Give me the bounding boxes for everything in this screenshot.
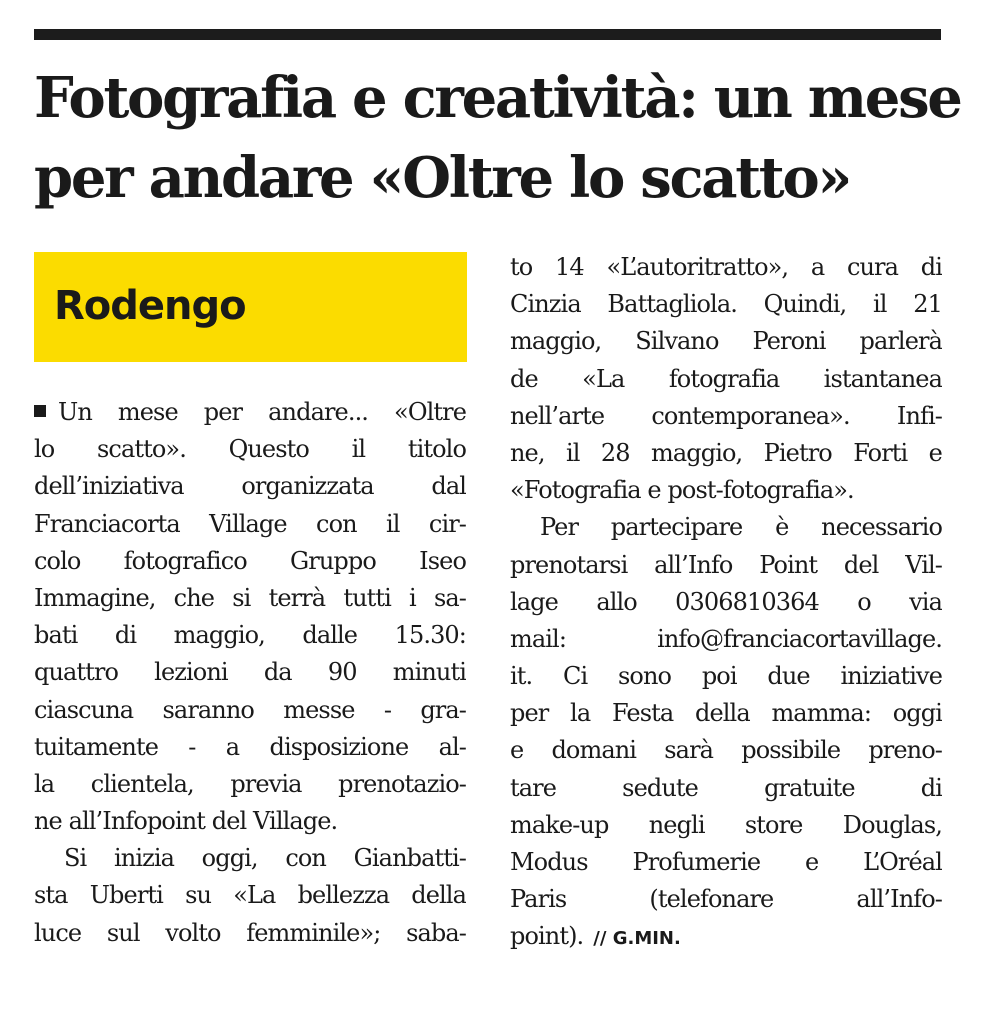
text-line: Franciacorta Village con il cir- [34,509,466,538]
text-line: tare sedute gratuite di [510,773,942,802]
headline-line: Fotografia e creatività: un mese [34,65,961,131]
text-line: Cinzia Battagliola. Quindi, il 21 [510,290,942,319]
text-line: tuitamente - a disposizione al- [34,732,466,761]
text-line: it. Ci sono poi due iniziative [510,662,942,691]
text-line: Si inizia oggi, con Gianbatti- [64,844,466,873]
text-line: ciascuna saranno messe - gra- [34,695,466,724]
headline [34,58,961,218]
text-line: sta Uberti su «La bellezza della [34,881,466,910]
text-line: lage allo 0306810364 o via [510,587,942,616]
top-rule [34,29,941,40]
text-line: luce sul volto femminile»; saba- [34,918,466,947]
location-box [34,252,467,362]
author-signature: // G.MIN. [593,928,681,950]
text-line: quattro lezioni da 90 minuti [34,658,466,687]
text-line: Modus Profumerie e L’Oréal [510,848,942,876]
text-line: ne, il 28 maggio, Pietro Forti e [510,438,942,467]
text-line: mail: info@franciacortavillage. [510,624,942,653]
text-line: «Fotografia e post-fotografia». [510,476,854,505]
article-column-right [510,249,942,956]
text-line: lo scatto». Questo il titolo [34,435,466,464]
article-column-left [34,394,466,952]
headline-line: per andare «Oltre lo scatto» [34,145,851,211]
text-line: per la Festa della mamma: oggi [510,699,942,728]
text-line: make-up negli store Douglas, [510,810,942,839]
text-line-first [34,394,466,431]
text-line: la clientela, previa prenotazio- [34,769,466,798]
text-line: nell’arte contemporanea». Infi- [510,401,942,430]
text-line: Paris (telefonare all’Info- [510,885,942,914]
text-line: de «La fotografia istantanea [510,364,942,393]
text-line: dell’iniziativa organizzata dal [34,472,466,501]
text-line: colo fotografico Gruppo Iseo [34,546,466,575]
text-line-final [510,918,942,955]
text-line: Immagine, che si terrà tutti i sa- [34,583,466,612]
text-line: point). [510,922,584,951]
bullet-icon [34,405,46,417]
location-label: Rodengo [54,283,246,329]
text-line: ne all’Infopoint del Village. [34,807,338,836]
text-line: e domani sarà possibile preno- [510,736,942,765]
text-line: prenotarsi all’Info Point del Vil- [510,550,942,579]
text-line: bati di maggio, dalle 15.30: [34,621,466,650]
text-line: to 14 «L’autoritratto», a cura di [510,253,942,281]
text-line: Un mese per andare... «Oltre [58,398,466,426]
text-line: Per partecipare è necessario [540,513,942,542]
text-line: maggio, Silvano Peroni parlerà [510,327,942,356]
